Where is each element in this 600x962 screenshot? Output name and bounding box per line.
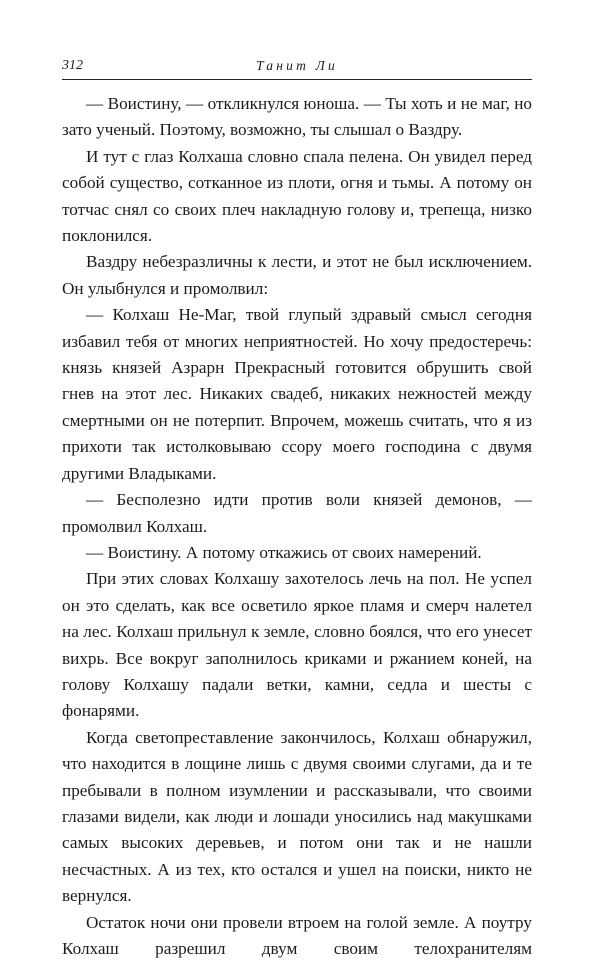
running-title: Танит Ли [256, 58, 338, 73]
paragraph-5: — Бесполезно идти против воли князей демонов, — промолвил Колхаш. [62, 490, 532, 536]
running-header [62, 57, 532, 80]
paragraph-3: Ваздру небезразличны к лести, и этот не был исключением. Он улыбнулся и промолвил: [62, 252, 532, 298]
paragraph-1: — Воистину, — откликнулся юноша. — Ты хоть и не маг, но зато ученый. Поэтому, возможно, ты слышал о Ваздру. [62, 94, 532, 140]
page-text [62, 91, 532, 962]
paragraph-2: И тут с глаз Колхаша словно спала пелена. Он увидел перед собой существо, сотканное из плоти, огня и тьмы. А потому он тотчас снял со своих плеч накладную голову и, трепеща, низко поклонился. [62, 146, 532, 246]
paragraph-6: — Воистину. А потому откажись от своих намерений. [86, 542, 482, 562]
page-number: 312 [62, 58, 83, 73]
paragraph-9: Остаток ночи они провели втроем на голой земле. А поутру Колхаш разрешил двум своим телохранителям [62, 912, 532, 958]
paragraph-7: При этих словах Колхашу захотелось лечь на пол. Не успел он это сделать, как все осветило яркое пламя и смерч налетел на лес. Колхаш прильнул к земле, словно боялся, что его унесет вихрь. Все вокруг заполнилось криками и ржанием коней, на голову Колхашу падали ветки, камни, седла и шесты с фонарями. [62, 569, 532, 721]
paragraph-8: Когда светопреставление закончилось, Колхаш обнаружил, что находится в лощине лишь с двумя своими слугами, да и те пребывали в полном изумлении и рассказывали, что своими глазами видели, как люди и лошади уносились над макушками самых высоких деревьев, и потом они так и не нашли несчастных. А из тех, кто остался и ушел на поиски, никто не вернулся. [62, 727, 532, 906]
paragraph-4: — Колхаш Не-Маг, твой глупый здравый смысл сегодня избавил тебя от многих неприятностей. Но хочу предостеречь: князь князей Азрарн Прекрасный готовится обрушить свой гнев на этот лес. Никаких свадеб, никаких нежностей между смертными он не потерпит. Впрочем, можешь считать, что я из прихоти так истолковываю ссору моего господина с двумя другими Владыками. [62, 305, 532, 483]
